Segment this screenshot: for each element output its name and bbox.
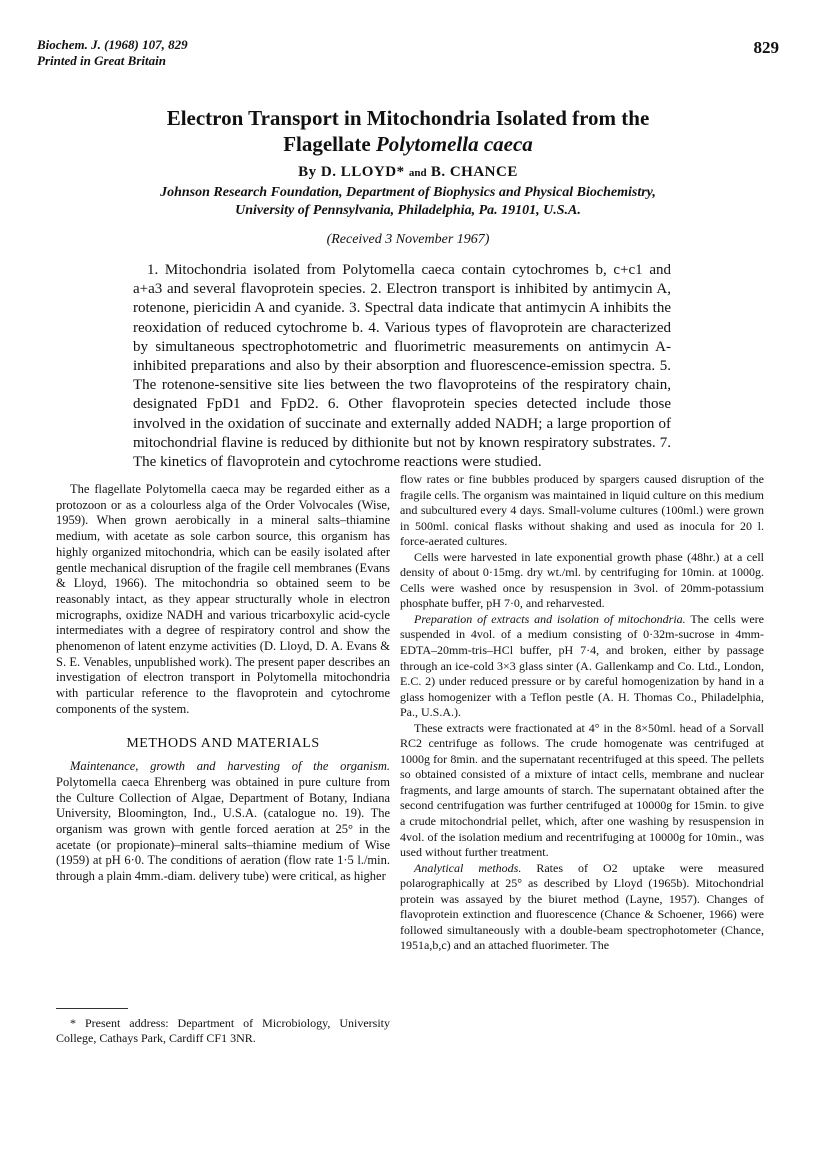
preparation-title: Preparation of extracts and isolation of mitochondria. [414,611,686,626]
affiliation-line-1: Johnson Research Foundation, Department of Biophysics and Physical Biochemistry, [160,185,656,200]
author-lloyd: D. LLOYD* [320,164,405,180]
and-word: and [408,167,427,179]
maintenance-text: Polytomella caeca Ehrenberg was obtained in pure culture from the Culture Collection of Algae, Department of Botany, Indiana University, Bloomington, Ind., U.S.A. (catalogue no. 19). The organism was grown with gentle forced aeration at 25° in the acetate (or propionate)–mineral salts–thiamine medium of Wise (1959) at pH 6·0. The conditions of aeration (flow rate 1·5 l./min. through a plain 4mm.-diam. delivery tube) were critical, as higher [56,774,390,884]
author-line [0,164,816,181]
culture-paragraph: flow rates or fine bubbles produced by spargers caused disruption of the fragile cells. The organism was maintained in liquid culture on this medium and subcultured every 4 days. Small-volume cultures (100ml.) were grown in 500ml. conical flasks without shaking and used as inocula for 20 l. force-aerated cultures. [400,472,764,549]
journal-citation [37,37,188,69]
title-prefix: Flagellate [283,132,376,156]
title-line-2 [0,131,816,157]
affiliation [0,184,816,220]
footnote: * Present address: Department of Microbiology, University College, Cathays Park, Cardiff CF1 3NR. [56,1016,390,1045]
analytical-text: Rates of O2 uptake were measured polarographically at 25° as described by Lloyd (1965b). Mitochondrial protein was assayed by the biuret method (Layne, 1957). Changes of flavoprotein extinction and fluorescence (Chance & Schoener, 1966) were followed simultaneously with a double-beam spectrophotometer (Chance, 1951a,b,c) and an attached fluorimeter. The [400,860,764,953]
author-chance: B. CHANCE [430,164,518,180]
maintenance-title: Maintenance, growth and harvesting of the organism. [70,759,390,774]
left-column [56,482,390,885]
title-species: Polytomella caeca [375,132,533,156]
printed-in: Printed in Great Britain [37,53,166,68]
preparation-text: The cells were suspended in 4vol. of a medium consisting of 0·32m-sucrose in 4mm-EDTA–20mm-tris–HCl buffer, pH 7·4, and broken, either by passage through an ice-cold 3×3 glass sinter (A. Gallenkamp and Co. Ltd., London, E.C. 2) under reduced pressure or by careful homogenization by hand in a glass homogenizer with a Teflon pestle (A. H. Thomas Co., Philadelphia, Pa., U.S.A.). [400,611,764,720]
journal-reference: Biochem. J. (1968) 107, 829 [37,37,188,52]
analytical-paragraph [400,861,764,954]
intro-paragraph: The flagellate Polytomella caeca may be regarded either as a protozoon or as a colourless alga of the Order Volvocales (Wise, 1959). When grown aerobically in a mineral salts–thiamine medium, with acetate as sole carbon source, this organism has highly organized mitochondria, which can be easily isolated after gentle mechanical disruption of the fragile cell membranes (Evans & Lloyd, 1966). The mitochondria so obtained seem to be reasonably intact, as they appear structurally whole in electron micrographs, oxidize NADH and various tricarboxylic acid-cycle intermediates with a degree of respiratory control and show the phenomenon of latent enzyme activities (D. Lloyd, D. A. Evans & S. E. Venables, unpublished work). The present paper describes an investigation of electron transport in Polytomella mitochondria with particular reference to the flavoprotein and cytochrome components of the system. [56,482,390,716]
title-line-1: Electron Transport in Mitochondria Isolated from the [166,106,650,130]
maintenance-paragraph [56,759,390,885]
harvest-paragraph: Cells were harvested in late exponential growth phase (48hr.) at a cell density of about 0·15mg. dry wt./ml. by centrifuging for 10min. at 1000g. Cells were washed once by resuspension in 3vol. of 20mm-potassium phosphate buffer, pH 7·0, and reharvested. [400,549,764,611]
abstract: 1. Mitochondria isolated from Polytomella caeca contain cytochromes b, c+c1 and a+a3 and several flavoprotein species. 2. Electron transport is inhibited by antimycin A, rotenone, piericidin A and cyanide. 3. Spectral data indicate that antimycin A inhibits the reoxidation of reduced cytochrome b. 4. Various types of flavoprotein are characterized by simultaneous spectrophotometric and fluorimetric measurements on antimycin A-inhibited preparations and also by their absorption and fluorescence-emission spectra. 5. The rotenone-sensitive site lies between the two flavoproteins of the respiratory chain, designated FpD1 and FpD2. 6. Other flavoprotein species detected include those involved in the oxidation of succinate and externally added NADH; a large proportion of mitochondrial flavine is reduced by dithionite but not by known respiratory substrates. 7. The kinetics of flavoprotein and cytochrome reactions were studied. [133,262,671,471]
by-word: By [298,164,317,180]
received-date: (Received 3 November 1967) [326,232,490,247]
page-number: 829 [753,38,779,57]
fractionation-paragraph: These extracts were fractionated at 4° in the 8×50ml. head of a Sorvall RC2 centrifuge as follows. The crude homogenate was centrifuged at 1000g for 8min. and the supernatant recentrifuged at this speed. The pellets so obtained consisted of a mixture of intact cells, membrane and nuclear fragments, and large amounts of starch. The supernatant obtained after the second centrifugation was further centrifuged at 10000g for 15min. to give a crude mitochondrial pellet, which, after one washing by resuspension in 4vol. of the isolation medium and recentrifuging at 10000g for 10min., was used without further treatment. [400,720,764,860]
footnote-rule [56,1008,128,1009]
methods-heading: METHODS AND MATERIALS [126,735,320,751]
preparation-paragraph [400,612,764,721]
analytical-title: Analytical methods. [414,860,522,875]
article-title [0,105,816,157]
right-column [400,472,764,954]
affiliation-line-2: University of Pennsylvania, Philadelphia, Pa. 19101, U.S.A. [235,203,581,218]
